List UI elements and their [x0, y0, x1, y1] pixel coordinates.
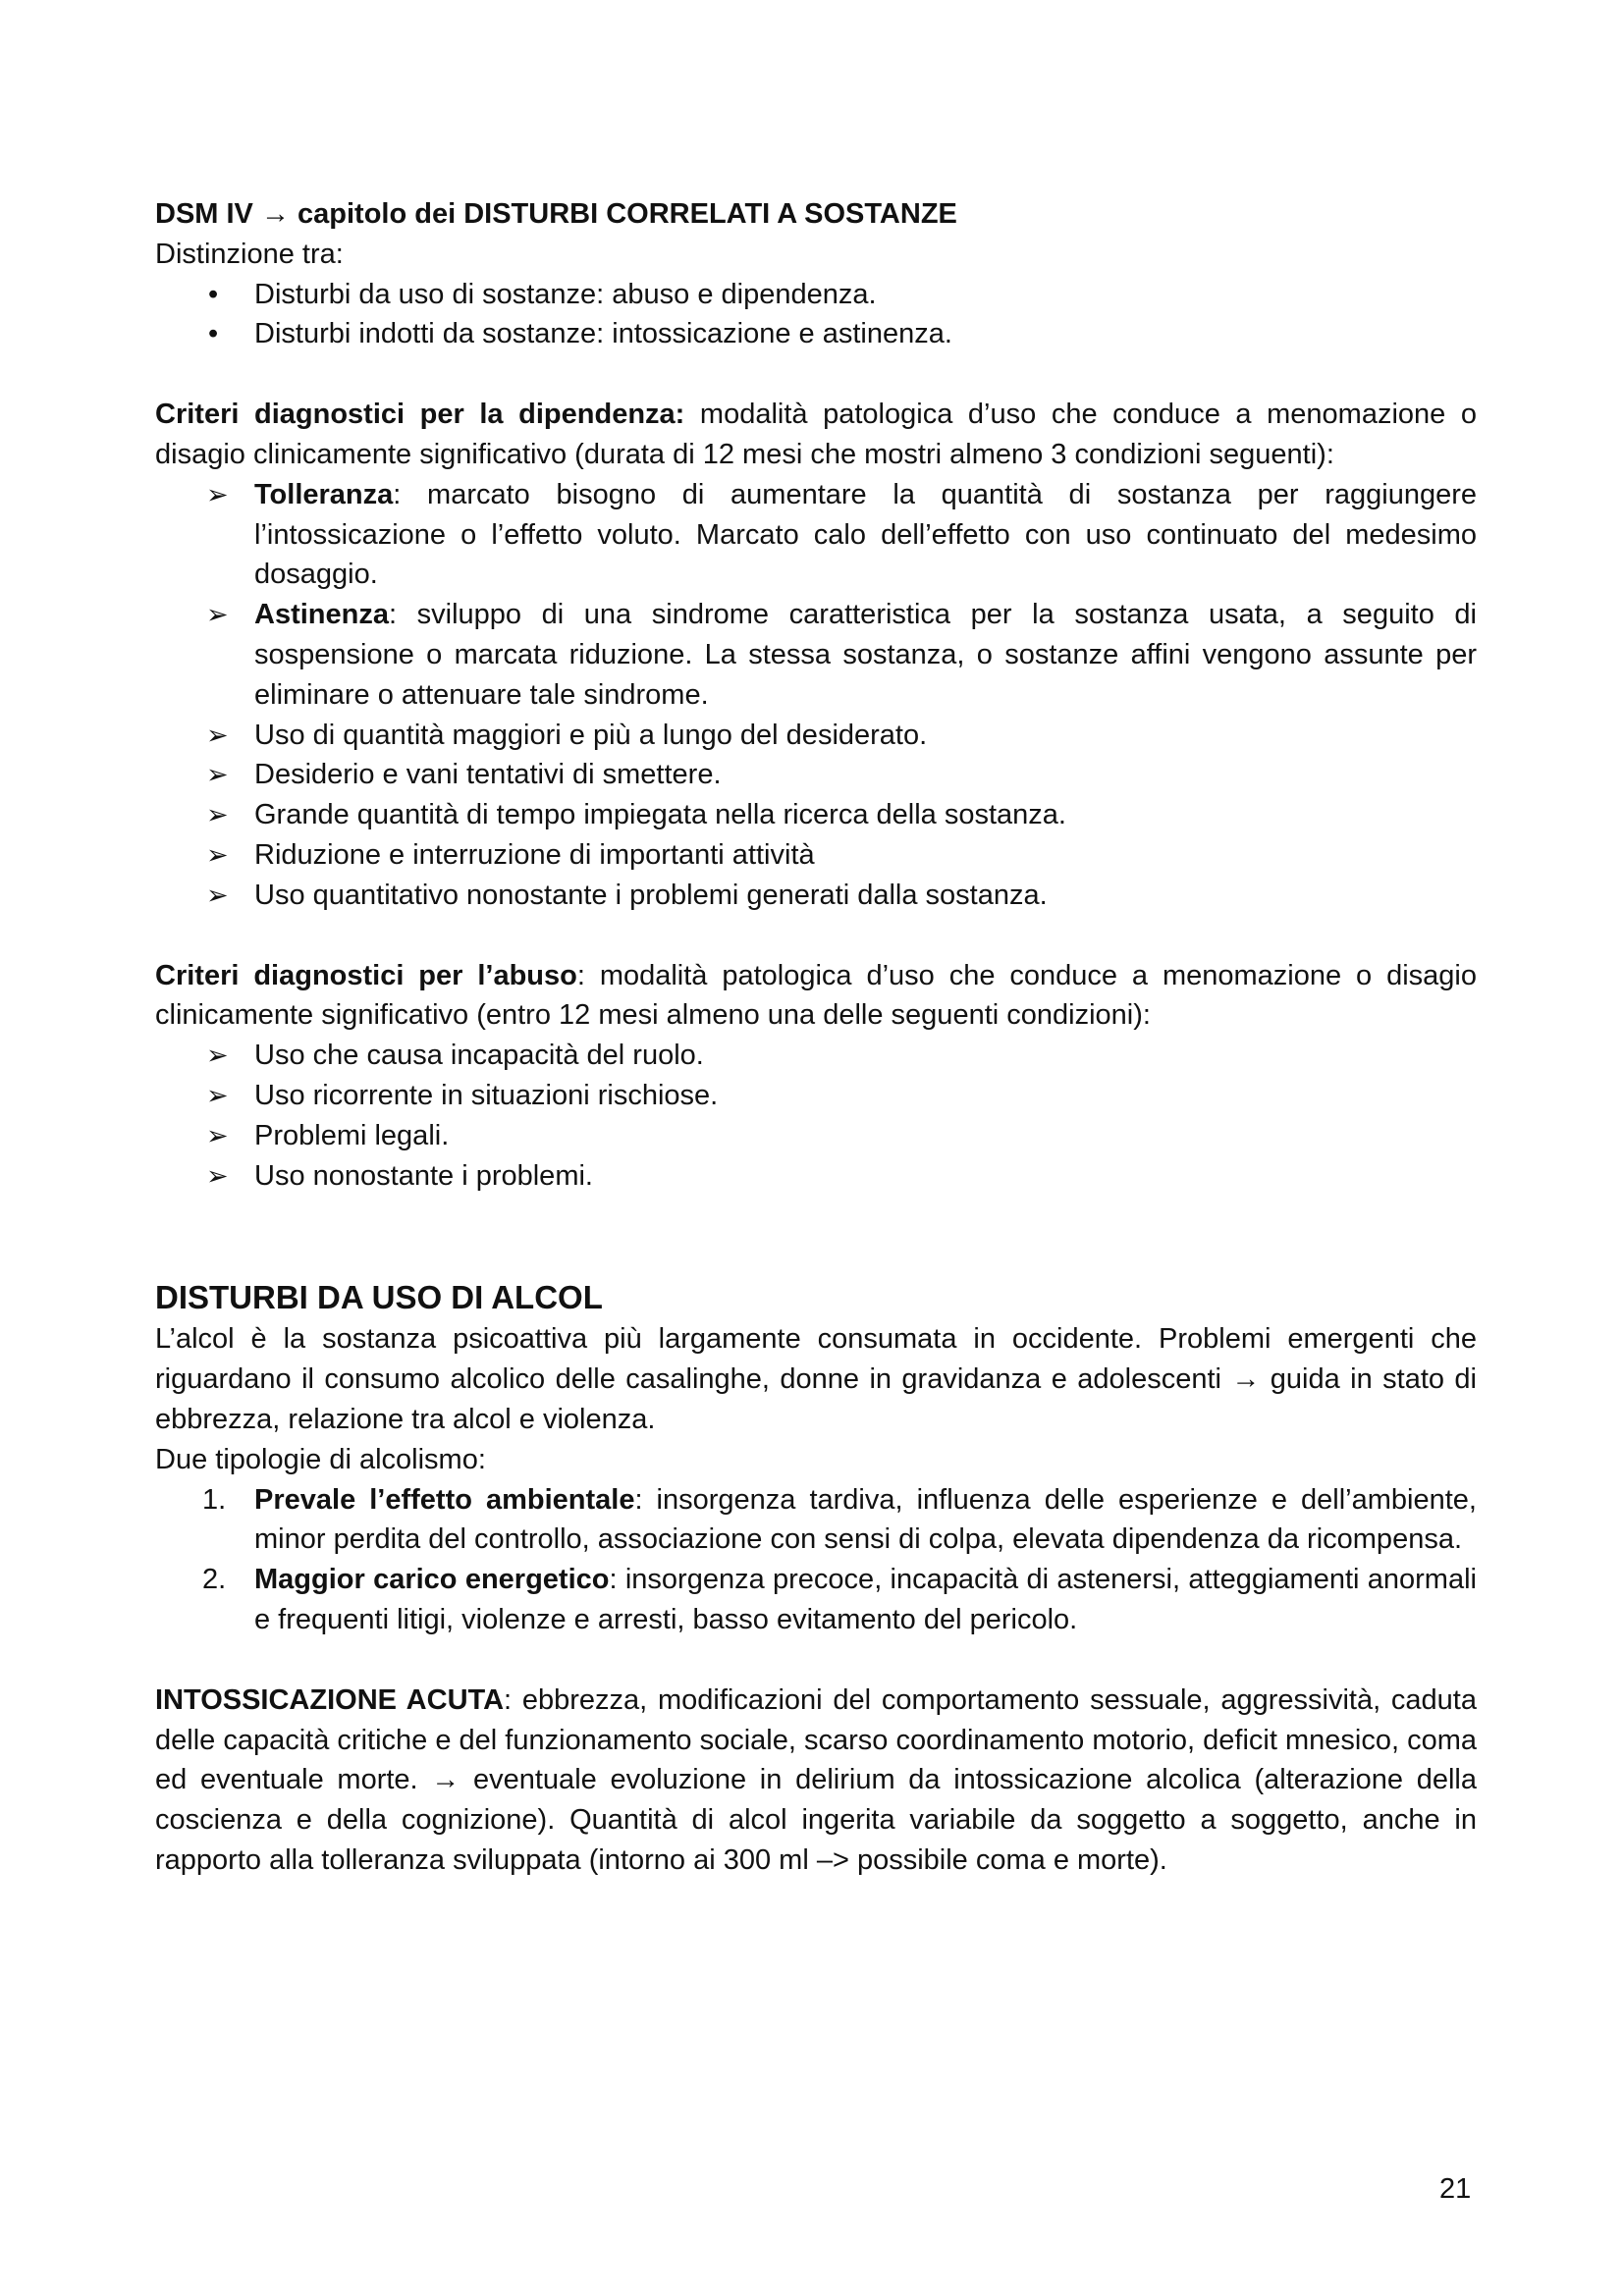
list-item-text: Disturbi indotti da sostanze: intossicazione e astinenza. — [254, 318, 952, 350]
criterion-text: Desiderio e vani tentativi di smettere. — [254, 759, 722, 791]
list-item — [155, 795, 1477, 835]
criterion-text: Uso nonostante i problemi. — [254, 1159, 593, 1192]
criterion-text: Riduzione e interruzione di importanti attività — [254, 838, 815, 871]
bullet-icon: • — [208, 278, 219, 310]
list-item-text: Disturbi da uso di sostanze: abuso e dipendenza. — [254, 278, 877, 310]
criterion-text: : marcato bisogno di aumentare la quantità di sostanza per raggiungere l’intossicazione o l’effetto voluto. Marcato calo dell’effetto con uso continuato del medesimo dosaggio. — [254, 478, 1477, 591]
list-item — [155, 876, 1477, 916]
alcohol-paragraph — [155, 1319, 1477, 1439]
section-intro: Distinzione tra: — [155, 238, 344, 270]
arrowhead-bullet-icon: ➢ — [206, 479, 229, 509]
abuse-text: : modalità patologica d’uso che conduce a menomazione o disagio clinicamente significativo (entro 12 mesi almeno una delle seguenti condizioni): — [155, 959, 1477, 1032]
type-bold: Maggior carico energetico — [254, 1564, 610, 1596]
intoxication-text-a: : ebbrezza, modificazioni del comportamento sessuale, aggressività, caduta delle capacità critiche e del funzionamento sociale, scarso coordinamento motorio, deficit mnesico, coma ed eventuale morte. — [155, 1683, 1477, 1796]
alcohol-heading: DISTURBI DA USO DI ALCOL — [155, 1279, 603, 1316]
type-text: : insorgenza precoce, incapacità di astenersi, atteggiamenti anormali e frequenti litigi, violenze e arresti, basso evitamento del pericolo. — [254, 1564, 1477, 1635]
criterion-bold: Astinenza — [254, 599, 389, 631]
arrow-right-icon: → — [1231, 1363, 1261, 1396]
arrow-right-icon: → — [260, 198, 290, 230]
arrow-right-icon: → — [431, 1764, 460, 1796]
list-item — [155, 1076, 1477, 1116]
list-item — [155, 716, 1477, 756]
arrowhead-bullet-icon: ➢ — [206, 839, 229, 870]
criterion-text: Uso quantitativo nonostante i problemi generati dalla sostanza. — [254, 879, 1048, 911]
page-number: 21 — [1439, 2173, 1472, 2205]
type-bold: Prevale l’effetto ambientale — [254, 1483, 635, 1516]
arrowhead-bullet-icon: ➢ — [206, 720, 229, 750]
criterion-text: : sviluppo di una sindrome caratteristica per la sostanza usata, a seguito di sospensione o marcata riduzione. La stessa sostanza, o sostanze affini vengono assunte per eliminare o attenuare tale sindrome. — [254, 599, 1477, 711]
section-title — [155, 194, 1477, 235]
arrowhead-bullet-icon: ➢ — [206, 1120, 229, 1150]
arrowhead-bullet-icon: ➢ — [206, 760, 229, 790]
alcohol-text-b: guida in stato di ebbrezza, relazione tra alcol e violenza. — [155, 1363, 1477, 1435]
list-item — [155, 475, 1477, 595]
intoxication-paragraph — [155, 1681, 1477, 1881]
arrowhead-bullet-icon: ➢ — [206, 1041, 229, 1071]
intoxication-text-b: eventuale evoluzione in delirium da intossicazione alcolica (alterazione della coscienza e della cognizione). Quantità di alcol ingerita variabile da soggetto a soggetto, anche in rapporto alla tolleranza sviluppata (intorno ai 300 ml –> possibile coma e morte). — [155, 1764, 1477, 1876]
list-item — [155, 595, 1477, 715]
criterion-text: Uso ricorrente in situazioni rischiose. — [254, 1079, 719, 1111]
dependence-criteria-list — [155, 475, 1477, 916]
criterion-text: Uso di quantità maggiori e più a lungo del desiderato. — [254, 719, 928, 751]
arrowhead-bullet-icon: ➢ — [206, 1080, 229, 1110]
alcohol-text-a: L’alcol è la sostanza psicoattiva più largamente consumata in occidente. Problemi emergenti che riguardano il consumo alcolico delle casalinghe, donne in gravidanza e adolescenti — [155, 1323, 1477, 1396]
criterion-text: Uso che causa incapacità del ruolo. — [254, 1040, 704, 1072]
criterion-text: Problemi legali. — [254, 1119, 450, 1151]
criterion-bold: Tolleranza — [254, 478, 394, 510]
intoxication-label: INTOSSICAZIONE ACUTA — [155, 1683, 505, 1716]
section-title-text: capitolo dei DISTURBI CORRELATI A SOSTANZE — [298, 198, 957, 230]
arrowhead-bullet-icon: ➢ — [206, 880, 229, 910]
list-item — [155, 1156, 1477, 1197]
section-title-dsm: DSM IV — [155, 198, 253, 230]
abuse-label: Criteri diagnostici per l’abuso — [155, 959, 577, 991]
alcoholism-types-list — [155, 1480, 1477, 1640]
arrowhead-bullet-icon: ➢ — [206, 800, 229, 830]
list-item — [155, 1116, 1477, 1156]
type-text: : insorgenza tardiva, influenza delle esperienze e dell’ambiente, minor perdita del controllo, associazione con sensi di colpa, elevata dipendenza da ricompensa. — [254, 1483, 1477, 1556]
list-item — [155, 1560, 1477, 1640]
list-item — [155, 275, 1477, 315]
criterion-text: Grande quantità di tempo impiegata nella ricerca della sostanza. — [254, 799, 1066, 831]
list-item — [155, 835, 1477, 876]
bullet-icon: • — [208, 318, 219, 350]
list-item — [155, 755, 1477, 795]
arrowhead-bullet-icon: ➢ — [206, 600, 229, 630]
list-number: 1. — [202, 1483, 227, 1516]
document-page — [155, 194, 1477, 1881]
arrowhead-bullet-icon: ➢ — [206, 1160, 229, 1191]
distinction-list — [155, 275, 1477, 355]
dependence-paragraph — [155, 395, 1477, 475]
list-number: 2. — [202, 1564, 227, 1596]
list-item — [155, 1036, 1477, 1076]
abuse-paragraph — [155, 956, 1477, 1037]
dependence-text: modalità patologica d’uso che conduce a menomazione o disagio clinicamente significativo (durata di 12 mesi che mostri almeno 3 condizioni seguenti): — [155, 399, 1477, 470]
dependence-label: Criteri diagnostici per la dipendenza: — [155, 399, 685, 431]
abuse-criteria-list — [155, 1036, 1477, 1196]
list-item — [155, 314, 1477, 354]
types-intro: Due tipologie di alcolismo: — [155, 1443, 486, 1475]
list-item — [155, 1480, 1477, 1561]
